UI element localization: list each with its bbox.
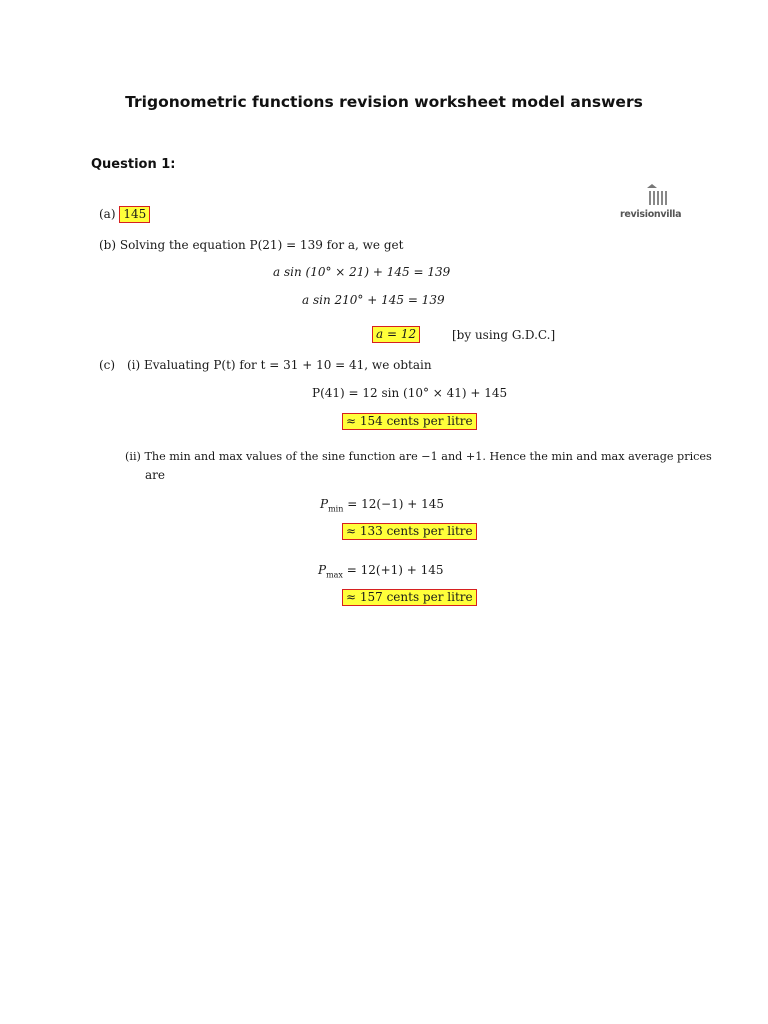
- revisionvilla-logo: [620, 183, 682, 223]
- pmin-equation: [320, 496, 444, 517]
- part-a: [99, 206, 150, 223]
- part-b-answer: a = 12: [372, 326, 420, 343]
- question-heading: Question 1:: [91, 157, 176, 172]
- pmin-answer: ≈ 133 cents per litre: [342, 523, 477, 540]
- part-c-i-equation: P(41) = 12 sin (10° × 41) + 145: [312, 386, 508, 400]
- pmax-answer: ≈ 157 cents per litre: [342, 589, 477, 606]
- part-c-i-intro: (i) Evaluating P(t) for t = 31 + 10 = 41, we obtain: [127, 358, 432, 372]
- logo-text: revisionvilla: [620, 209, 682, 220]
- part-b-note: [by using G.D.C.]: [452, 328, 556, 342]
- building-icon: [620, 183, 682, 209]
- pmax-result: [342, 589, 477, 606]
- part-b-equation-1: a sin (10° × 21) + 145 = 139: [273, 265, 451, 279]
- part-b-equation-2: a sin 210° + 145 = 139: [302, 293, 445, 307]
- part-c-ii-intro-line1: (ii) The min and max values of the sine function are −1 and +1. Hence the min and max average prices: [125, 450, 712, 463]
- pmin-result: [342, 523, 477, 540]
- part-b-result: [372, 326, 420, 343]
- part-c-i-result: [342, 413, 477, 430]
- pmin-symbol: P: [320, 497, 329, 511]
- pmax-symbol: P: [318, 563, 327, 577]
- part-c-label: (c): [99, 358, 116, 372]
- page-title: Trigonometric functions revision worksheet model answers: [125, 93, 643, 111]
- part-c-ii-intro-line2: are: [145, 468, 165, 482]
- part-c-i-answer: ≈ 154 cents per litre: [342, 413, 477, 430]
- part-a-label: (a): [99, 207, 116, 221]
- pmax-expression: = 12(+1) + 145: [346, 563, 444, 577]
- part-b-intro: (b) Solving the equation P(21) = 139 for a, we get: [99, 238, 404, 252]
- pmin-subscript: min: [328, 504, 344, 514]
- pmax-subscript: max: [326, 570, 343, 580]
- pmax-equation: [318, 562, 444, 583]
- pmin-expression: = 12(−1) + 145: [347, 497, 444, 511]
- part-a-answer: 145: [119, 206, 150, 223]
